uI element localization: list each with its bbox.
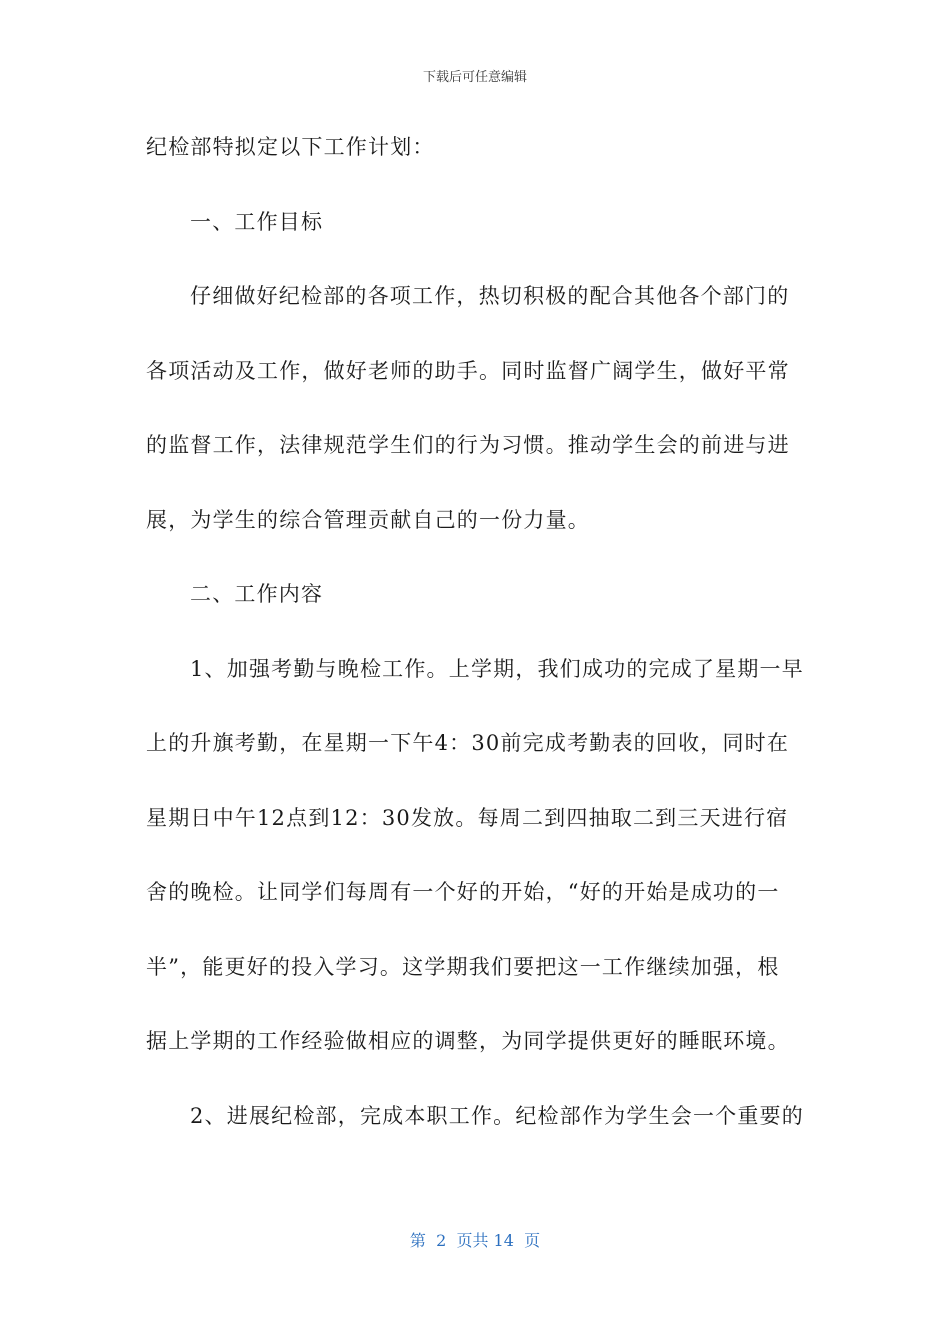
page-footer: 第 2 页共 14 页 (409, 1231, 541, 1250)
section-heading: 二、工作内容 (190, 582, 324, 606)
text-line: 纪检部特拟定以下工作计划： (146, 135, 435, 159)
document-body (146, 127, 806, 1170)
text-line: 据上学期的工作经验做相应的调整，为同学提供更好的睡眠环境。 (146, 1029, 790, 1053)
text-line: 的监督工作，法律规范学生们的行为习惯。推动学生会的前进与进 (146, 433, 790, 457)
page-header: 下载后可任意编辑 (422, 70, 527, 85)
text-line: 1、加强考勤与晚检工作。上学期，我们成功的完成了星期一早 (190, 656, 804, 681)
text-line: 展，为学生的综合管理贡献自己的一份力量。 (146, 507, 590, 532)
text-line: 各项活动及工作，做好老师的助手。同时监督广阔学生，做好平常 (146, 358, 790, 383)
text-line: 星期日中午12点到12：30发放。每周二到四抽取二到三天进行宿 (146, 805, 789, 830)
text-line: 仔细做好纪检部的各项工作，热切积极的配合其他各个部门的 (190, 284, 790, 308)
text-line: 半”，能更好的投入学习。这学期我们要把这一工作继续加强，根 (146, 954, 780, 979)
section-heading: 一、工作目标 (190, 209, 324, 234)
text-line: 上的升旗考勤，在星期一下午4：30前完成考勤表的回收，同时在 (146, 731, 790, 755)
text-line: 舍的晚检。让同学们每周有一个好的开始，“好的开始是成功的一 (146, 880, 780, 904)
text-line: 2、进展纪检部，完成本职工作。纪检部作为学生会一个重要的 (190, 1103, 804, 1128)
